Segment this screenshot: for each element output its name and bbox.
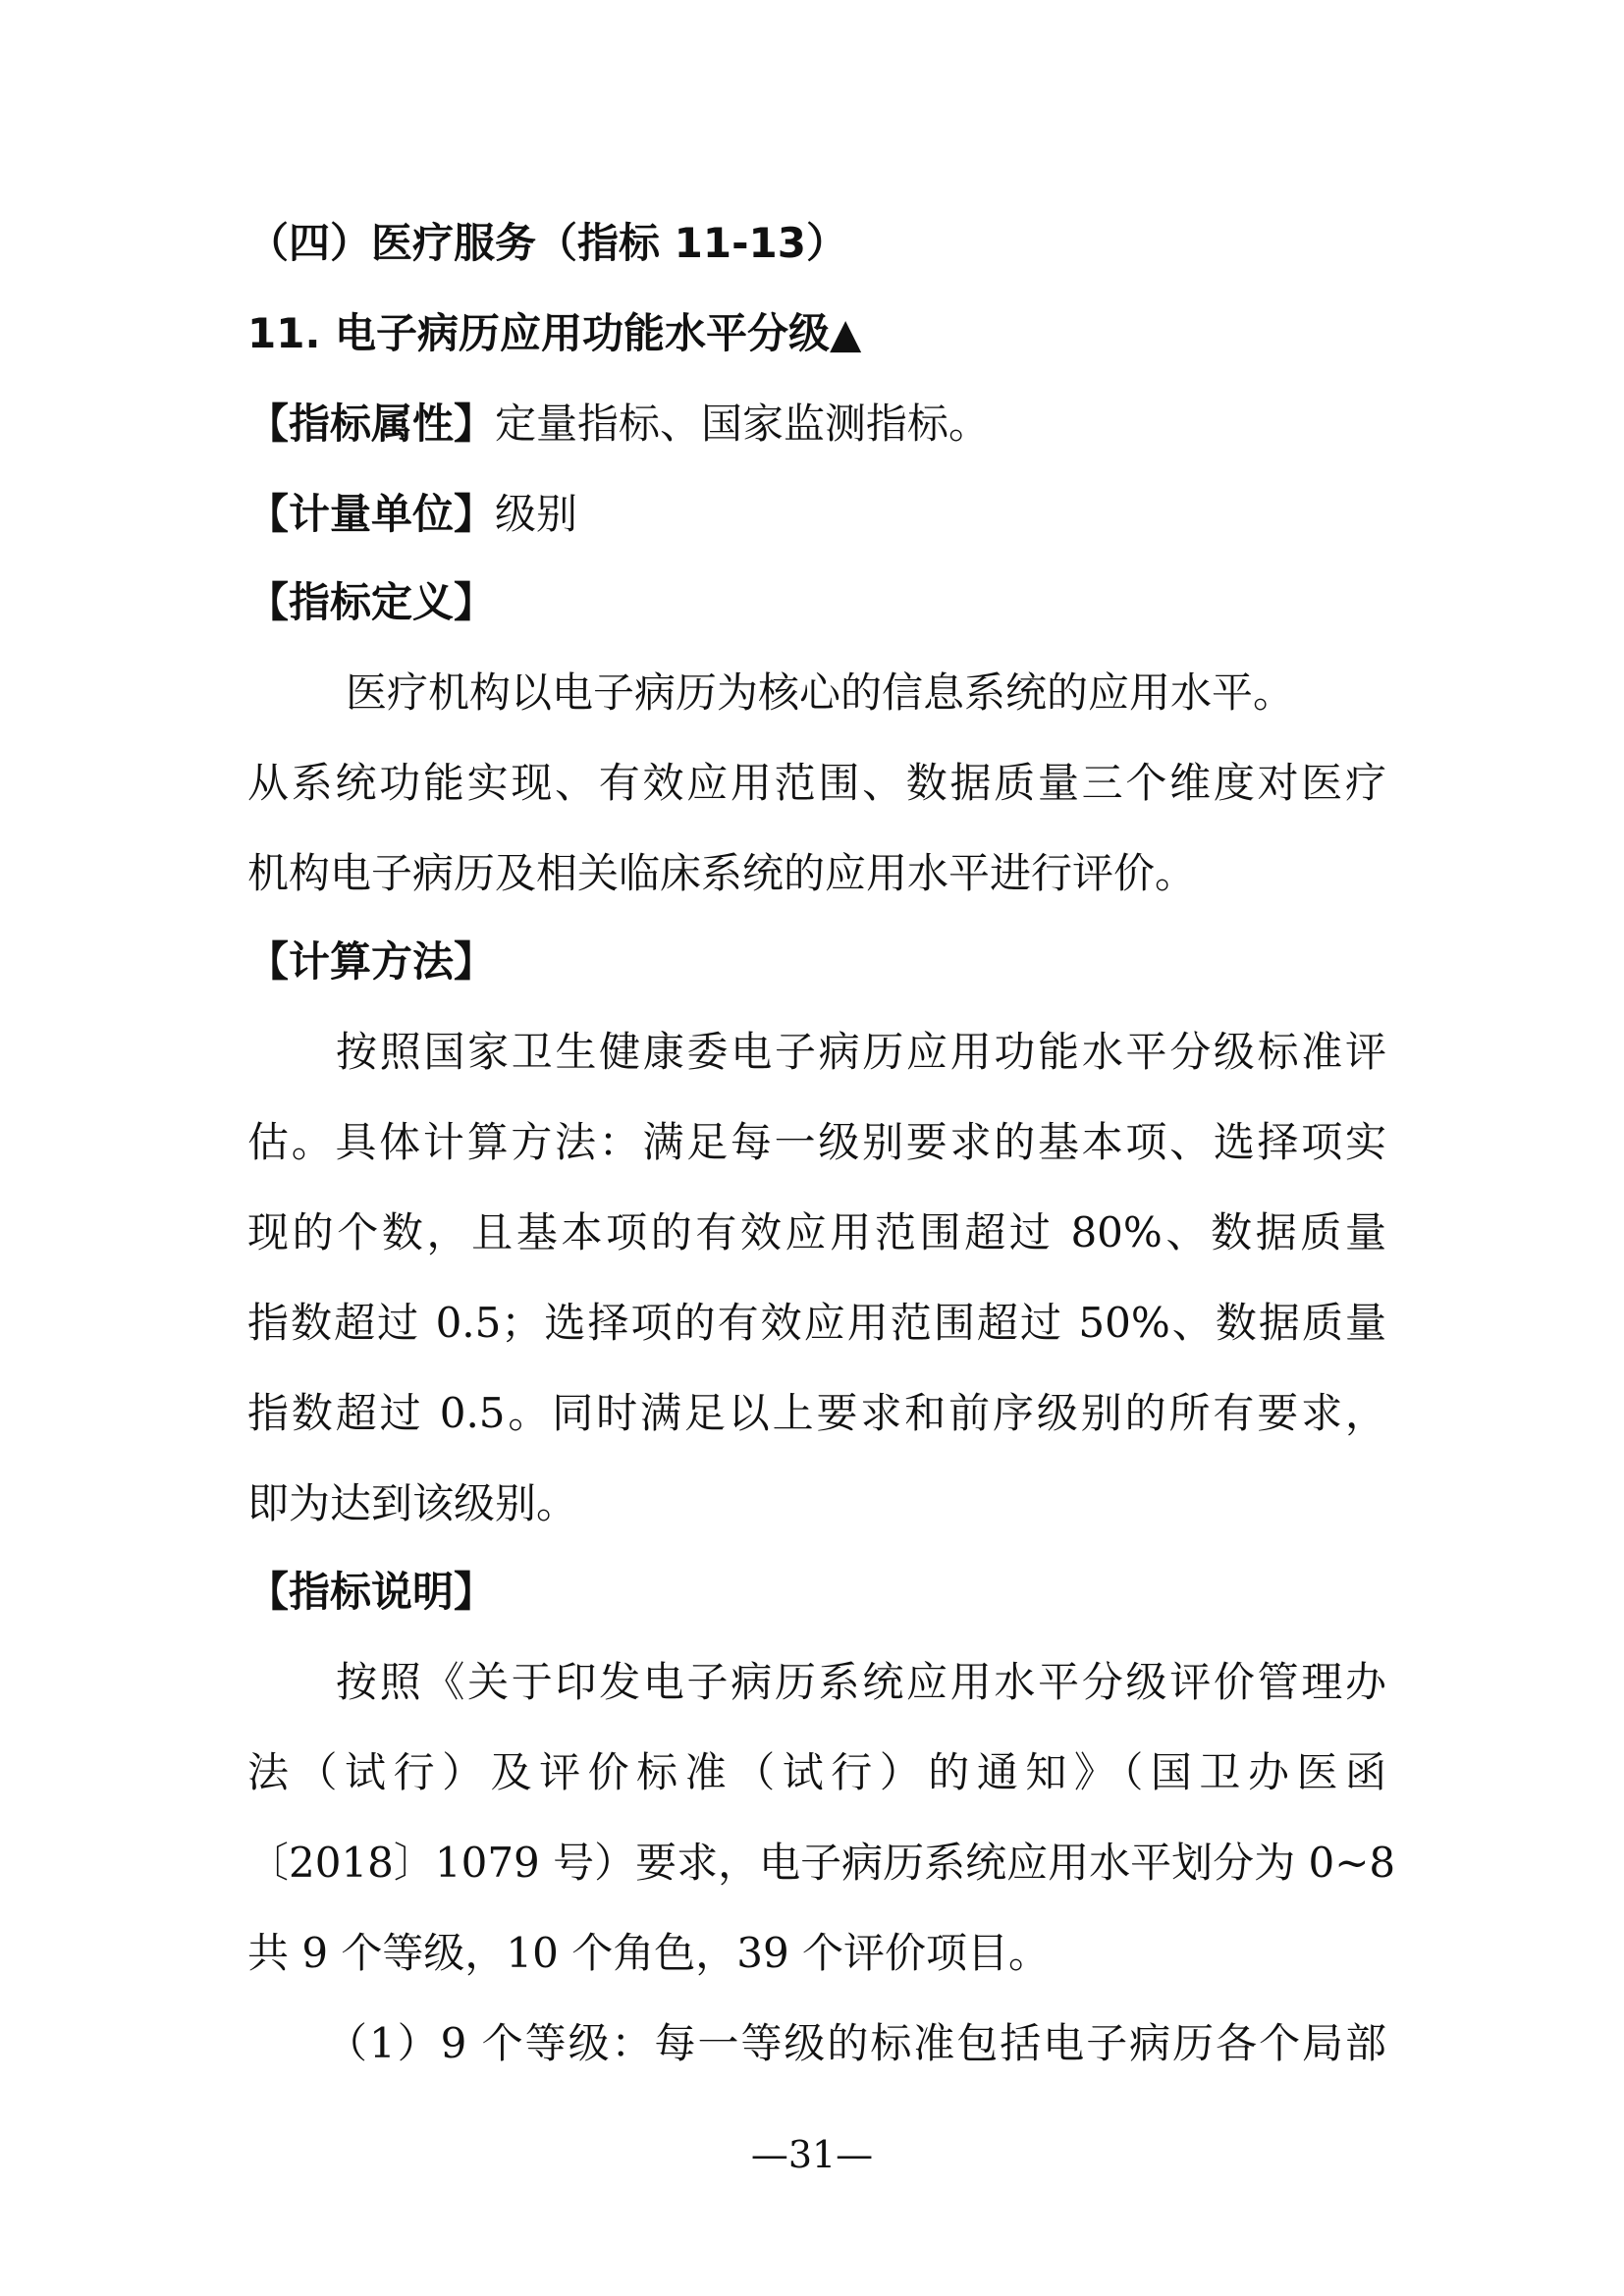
attribute-row <box>247 395 1386 454</box>
calculation-line: 按照国家卫生健康委电子病历应用功能水平分级标准评 <box>336 1028 1386 1076</box>
definition-line: 机构电子病历及相关临床系统的应用水平进行评价。 <box>247 849 1197 897</box>
calculation-line: 指数超过 0.5。同时满足以上要求和前序级别的所有要求， <box>247 1389 1386 1437</box>
explanation-line: （1）9 个等级：每一等级的标准包括电子病历各个局部 <box>326 2019 1386 2067</box>
attribute-label: 【指标属性】 <box>247 400 496 448</box>
unit-label: 【计量单位】 <box>247 490 496 538</box>
definition-label: 【指标定义】 <box>247 578 496 626</box>
attribute-value: 定量指标、国家监测指标。 <box>495 400 991 448</box>
explanation-line: 法（试行）及评价标准（试行）的通知》（国卫办医函 <box>247 1748 1386 1796</box>
explanation-line: 共 9 个等级，10 个角色，39 个评价项目。 <box>247 1929 1051 1977</box>
page-number: —31— <box>750 2133 874 2176</box>
unit-value: 级别 <box>495 490 578 538</box>
explanation-label: 【指标说明】 <box>247 1568 496 1616</box>
explanation-line: 按照《关于印发电子病历系统应用水平分级评价管理办 <box>336 1658 1386 1706</box>
definition-line: 从系统功能实现、有效应用范围、数据质量三个维度对医疗 <box>247 759 1386 807</box>
calculation-label: 【计算方法】 <box>247 937 496 986</box>
calculation-line: 指数超过 0.5；选择项的有效应用范围超过 50%、数据质量 <box>247 1299 1386 1347</box>
item-title: 11. 电子病历应用功能水平分级▲ <box>247 309 862 357</box>
calculation-line: 估。具体计算方法：满足每一级别要求的基本项、选择项实 <box>247 1118 1386 1166</box>
calculation-line: 现的个数，且基本项的有效应用范围超过 80%、数据质量 <box>247 1208 1386 1256</box>
unit-row <box>247 485 1386 544</box>
definition-line: 医疗机构以电子病历为核心的信息系统的应用水平。 <box>346 668 1295 717</box>
calculation-line: 即为达到该级别。 <box>247 1479 578 1527</box>
explanation-line: 〔2018〕1079 号）要求，电子病历系统应用水平划分为 0~8 <box>247 1839 1396 1887</box>
section-heading: （四）医疗服务（指标 11-13） <box>247 219 847 267</box>
